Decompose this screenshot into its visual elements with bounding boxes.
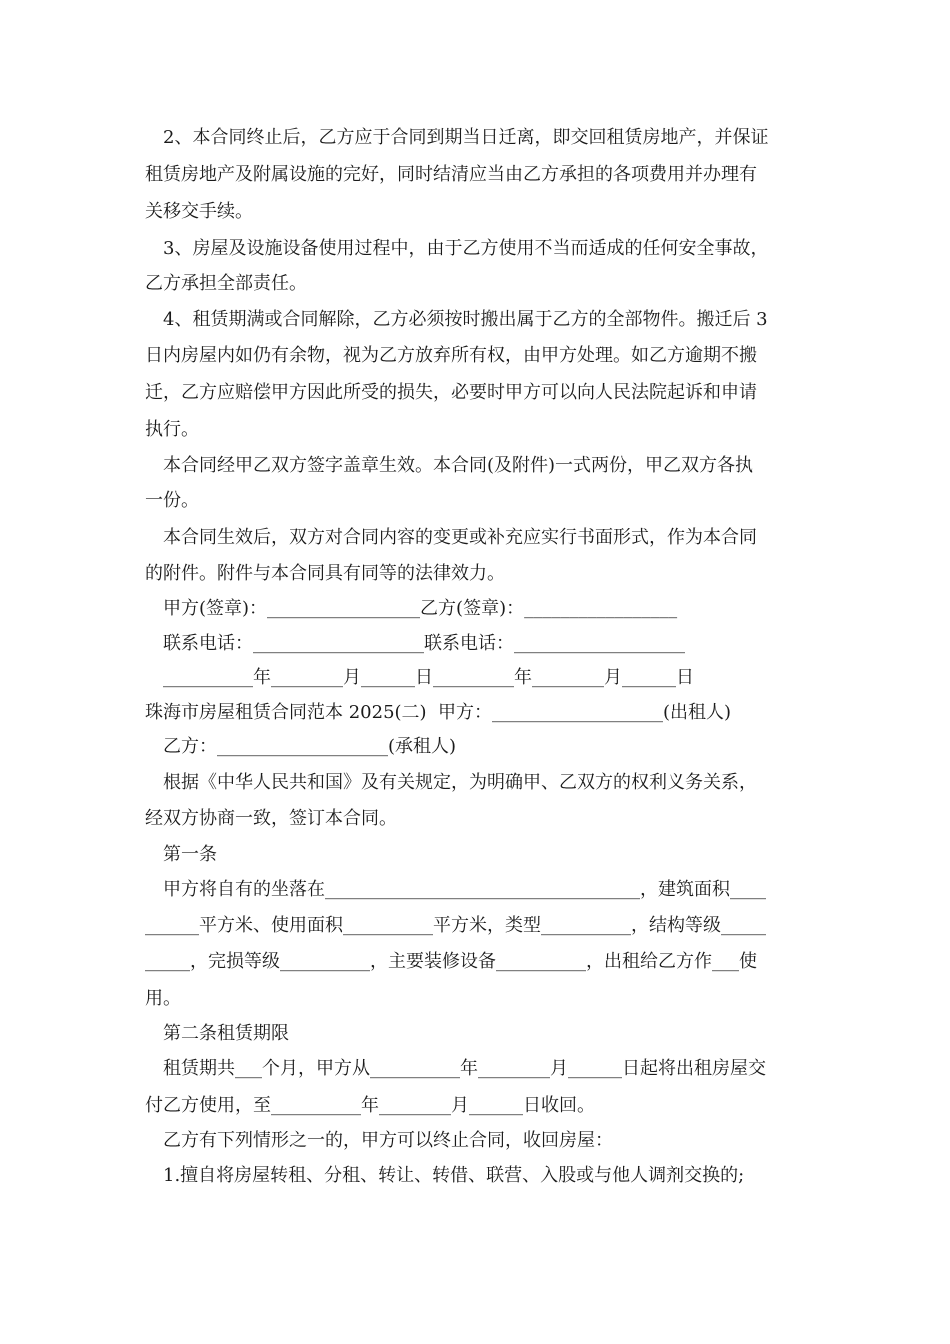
text-line: _____，完损等级__________，主要装修设备__________，出租给乙方作___使	[145, 951, 757, 972]
text-line: 的附件。附件与本合同具有同等的法律效力。	[145, 563, 505, 584]
text-line: 租赁期共___个月，甲方从__________年________月______日起将出租房屋交	[163, 1058, 766, 1079]
text-line: 根据《中华人民共和国》及有关规定，为明确甲、乙双方的权利义务关系，	[163, 772, 757, 793]
text-line: 2、本合同终止后，乙方应于合同到期当日迁离，即交回租赁房地产，并保证	[163, 127, 769, 148]
phone-line: 联系电话：___________________联系电话：___________________	[163, 633, 685, 654]
text-line: 日内房屋内如仍有余物，视为乙方放弃所有权，由甲方处理。如乙方逾期不搬	[145, 345, 757, 366]
text-line: 乙方：___________________(承租人)	[163, 736, 457, 757]
text-line: 本合同经甲乙双方签字盖章生效。本合同(及附件)一式两份，甲乙双方各执	[163, 455, 754, 476]
text-line: 乙方有下列情形之一的，甲方可以终止合同，收回房屋：	[163, 1130, 613, 1151]
text-line: 4、租赁期满或合同解除，乙方必须按时搬出属于乙方的全部物件。搬迁后 3	[163, 309, 768, 330]
text-line: 甲方将自有的坐落在___________________________________，建筑面积____	[163, 879, 766, 900]
text-line: 用。	[145, 988, 181, 1009]
text-line: ______平方米、使用面积__________平方米，类型__________，结构等级_____	[145, 915, 766, 936]
contract-title-line: 珠海市房屋租赁合同范本 2025(二) 甲方：___________________(出租人)	[145, 702, 732, 723]
text-line: 租赁房地产及附属设施的完好，同时结清应当由乙方承担的各项费用并办理有	[145, 164, 757, 185]
text-line: 付乙方使用，至__________年________月______日收回。	[145, 1095, 595, 1116]
text-line: 3、房屋及设施设备使用过程中，由于乙方使用不当而适成的任何安全事故，	[163, 238, 769, 259]
signature-line: 甲方(签章)：_________________乙方(签章)：_________________	[163, 598, 678, 619]
text-line: 本合同生效后，双方对合同内容的变更或补充应实行书面形式，作为本合同	[163, 527, 757, 548]
text-line: 乙方承担全部责任。	[145, 273, 307, 294]
date-line: __________年________月______日_________年________月______日	[163, 667, 694, 688]
text-line: 迁，乙方应赔偿甲方因此所受的损失，必要时甲方可以向人民法院起诉和申请	[145, 382, 757, 403]
text-line: 执行。	[145, 419, 199, 440]
text-line: 1.擅自将房屋转租、分租、转让、转借、联营、入股或与他人调剂交换的;	[163, 1165, 745, 1186]
text-line: 经双方协商一致，签订本合同。	[145, 808, 397, 829]
text-line: 关移交手续。	[145, 201, 253, 222]
section-heading: 第一条	[163, 844, 217, 865]
text-line: 一份。	[145, 490, 199, 511]
section-heading: 第二条租赁期限	[163, 1023, 289, 1044]
